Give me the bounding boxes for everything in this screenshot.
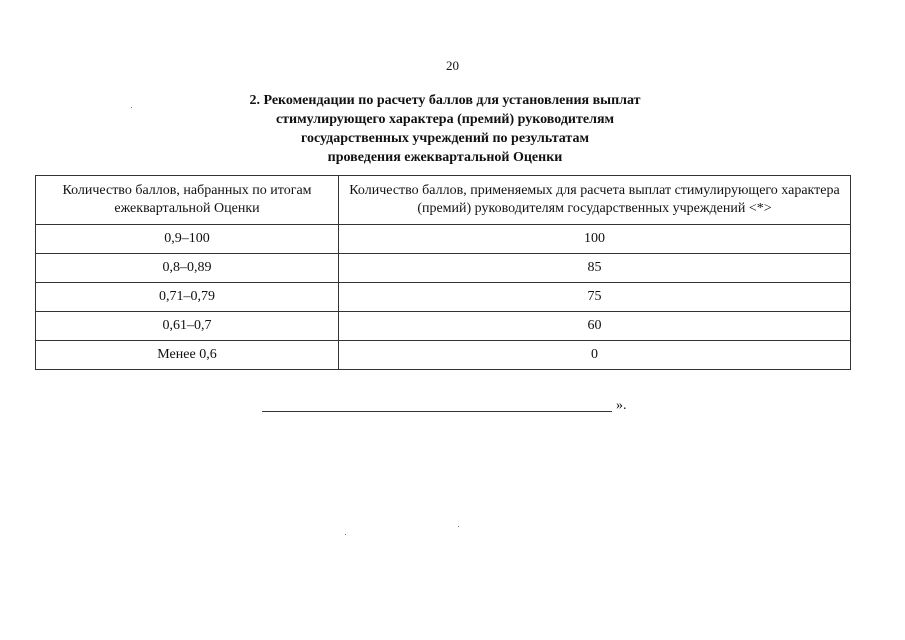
scan-speck — [345, 534, 346, 535]
header-cell-scores-earned: Количество баллов, набранных по итогам ежеквартальной Оценки — [36, 176, 339, 225]
scan-speck — [131, 107, 132, 108]
table-cell-points: 75 — [339, 283, 851, 312]
table-cell-points: 0 — [339, 341, 851, 370]
table-header-row — [36, 176, 851, 225]
title-line: государственных учреждений по результатам — [300, 131, 590, 146]
signature-line — [262, 411, 612, 412]
table-cell-range: Менее 0,6 — [36, 341, 339, 370]
title-line: 2. Рекомендации по расчету баллов для установления выплат — [249, 93, 641, 108]
scores-table — [35, 175, 851, 370]
page-number: 20 — [446, 58, 459, 73]
table-row — [36, 283, 851, 312]
table-row — [36, 254, 851, 283]
table-row — [36, 312, 851, 341]
title-line: стимулирующего характера (премий) руководителям — [275, 112, 615, 127]
table-cell-range: 0,8–0,89 — [36, 254, 339, 283]
table-row — [36, 225, 851, 254]
scan-speck — [458, 526, 459, 527]
table-cell-range: 0,61–0,7 — [36, 312, 339, 341]
closing-mark: ». — [616, 398, 627, 413]
title-line: проведения ежеквартальной Оценки — [327, 150, 563, 165]
table-cell-points: 85 — [339, 254, 851, 283]
table-cell-range: 0,71–0,79 — [36, 283, 339, 312]
header-cell-scores-applied: Количество баллов, применяемых для расчета выплат стимулирующего характера (премий) руководителям государственных учреждений <*> — [339, 176, 851, 225]
table-cell-range: 0,9–100 — [36, 225, 339, 254]
table-cell-points: 60 — [339, 312, 851, 341]
section-title — [180, 91, 710, 167]
table-row — [36, 341, 851, 370]
table-cell-points: 100 — [339, 225, 851, 254]
